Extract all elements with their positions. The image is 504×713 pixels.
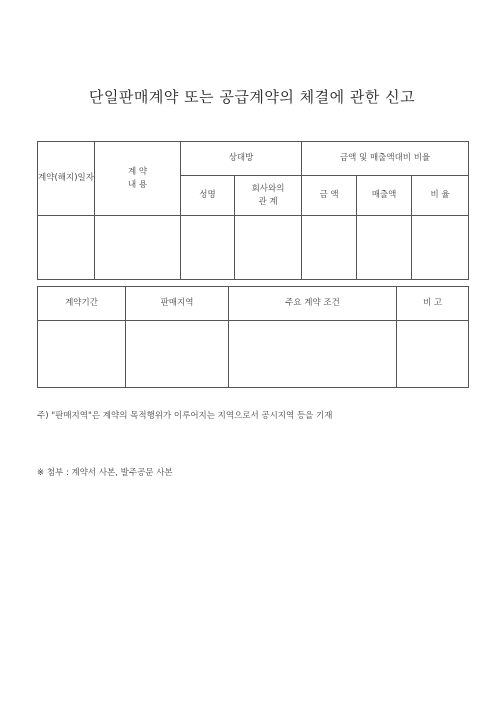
cell-name[interactable] <box>181 216 235 280</box>
header-conditions: 주요 계약 조건 <box>229 287 397 321</box>
cell-sales[interactable] <box>357 216 412 280</box>
header-ratio: 비 율 <box>412 176 469 216</box>
header-relation: 회사와의 관 계 <box>235 176 302 216</box>
cell-period[interactable] <box>38 321 126 388</box>
header-amount: 금 액 <box>302 176 357 216</box>
contract-terms-table <box>37 286 469 388</box>
cell-region[interactable] <box>126 321 229 388</box>
table-row <box>38 216 469 280</box>
header-region: 판매지역 <box>126 287 229 321</box>
document-title: 단일판매계약 또는 공급계약의 체결에 관한 신고 <box>88 88 416 106</box>
cell-ratio[interactable] <box>412 216 469 280</box>
table-row <box>38 321 469 388</box>
header-period: 계약기간 <box>38 287 126 321</box>
header-contract-date: 계약(해지)일자 <box>38 142 95 216</box>
header-remarks: 비 고 <box>397 287 469 321</box>
contract-info-table <box>37 141 469 280</box>
cell-contract-date[interactable] <box>38 216 95 280</box>
header-amount-ratio: 금액 및 매출액대비 비율 <box>302 142 469 176</box>
header-contract-content: 계 약 내 용 <box>95 142 181 216</box>
header-sales: 매출액 <box>357 176 412 216</box>
footnote-sales-region: 주) "판매지역"은 계약의 목적행위가 이루어지는 지역으로서 공시지역 등을 기재 <box>37 411 333 421</box>
cell-relation[interactable] <box>235 216 302 280</box>
cell-contract-content[interactable] <box>95 216 181 280</box>
header-name: 성명 <box>181 176 235 216</box>
cell-conditions[interactable] <box>229 321 397 388</box>
attachment-note: ※ 첨부 : 계약서 사본, 발주공문 사본 <box>37 468 173 478</box>
cell-remarks[interactable] <box>397 321 469 388</box>
cell-amount[interactable] <box>302 216 357 280</box>
header-counterparty: 상대방 <box>181 142 302 176</box>
